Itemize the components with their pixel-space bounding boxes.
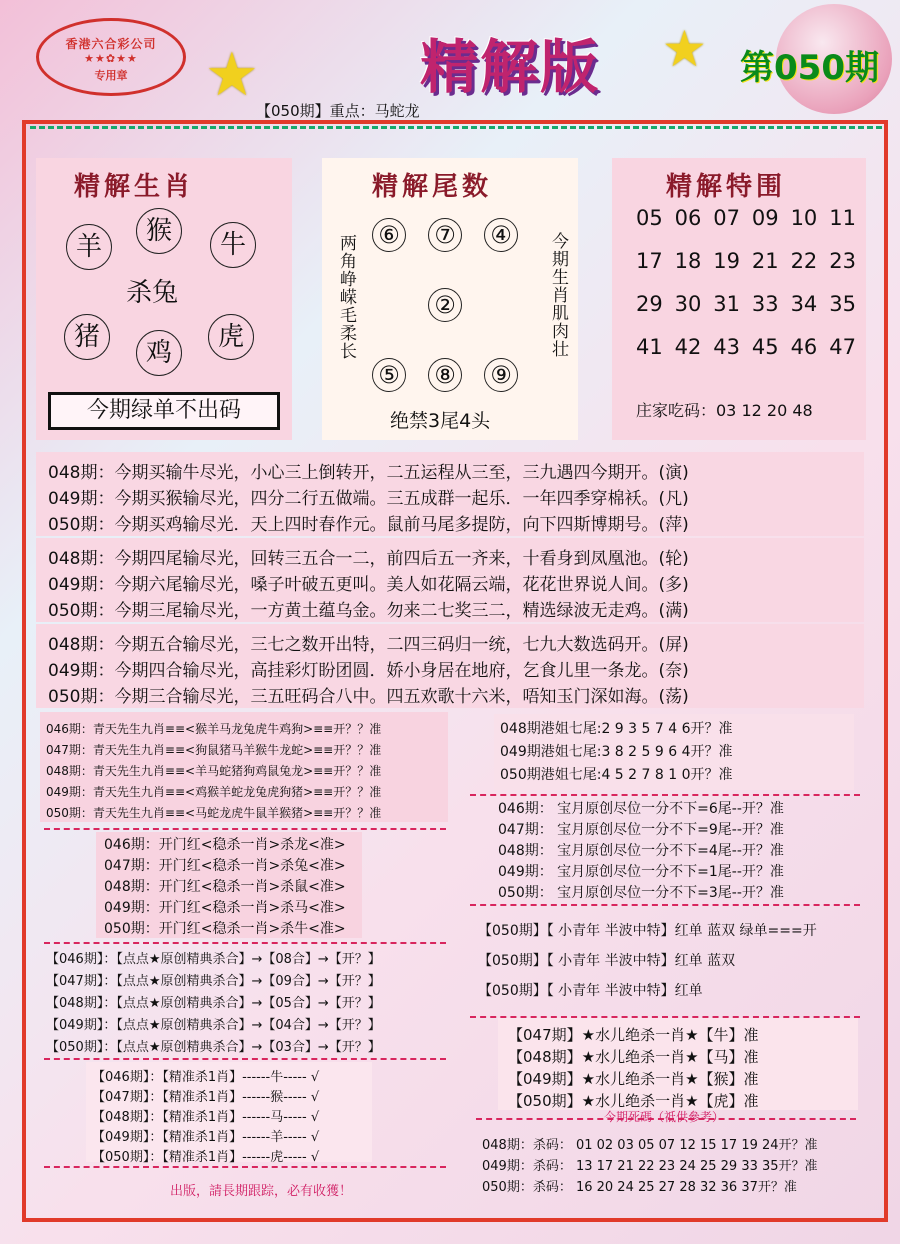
sister-tail-line: 049期港姐七尾:3 8 2 5 9 6 4开？准 [500, 744, 733, 760]
nine-zodiac-line: 047期：青天先生九肖≡≡<狗鼠猪马羊猴牛龙蛇>≡≡开？？准 [46, 743, 382, 757]
special-number: 41 [636, 335, 663, 359]
shuier-line: 【050期】★水儿绝杀一肖★【虎】准 [508, 1092, 759, 1110]
sister-tail-line: 048期港姐七尾:2 9 3 5 7 4 6开？准 [500, 721, 733, 737]
shuier-line: 【048期】★水儿绝杀一肖★【马】准 [508, 1048, 759, 1066]
seal-top-text: 香港六合彩公司 [65, 37, 157, 51]
star-icon: ★ [662, 20, 707, 78]
separator [44, 1058, 446, 1060]
special-number: 31 [713, 292, 741, 316]
poem-band-zodiac [36, 452, 864, 536]
special-number: 09 [751, 206, 779, 230]
banker-codes: 庄家吃码：03 12 20 48 [636, 401, 813, 420]
youth-line: 【050期】【 小青年 半波中特】红单 [478, 983, 703, 999]
special-row [636, 292, 856, 335]
precise-kill-line: 【049期】：【精准杀1肖】------羊----- √ [92, 1130, 320, 1145]
youth-line: 【050期】【 小青年 半波中特】红单 蓝双 绿单===开 [478, 923, 817, 939]
special-number: 07 [713, 206, 741, 230]
special-number: 43 [713, 335, 741, 359]
poem-line: 050期：今期买鸡输尽光．天上四时春作元。鼠前马尾多提防，向下四斯博期号。(萍) [48, 515, 689, 535]
separator [470, 794, 860, 796]
tail-ban: 绝禁3尾4头 [390, 410, 491, 432]
open-red-line: 047期：开门红<稳杀一肖>杀兔<准> [104, 858, 346, 874]
precise-kill-line: 【048期】：【精准杀1肖】------马----- √ [92, 1110, 320, 1125]
baoyue-line: 049期： 宝月原创尽位一分不下=1尾--开？准 [498, 864, 784, 880]
baoyue-line: 047期： 宝月原创尽位一分不下=9尾--开？准 [498, 822, 784, 838]
seal-stars: ★★✿★★ [84, 52, 138, 65]
open-red-line: 050期：开门红<稳杀一肖>杀牛<准> [104, 921, 346, 937]
special-number: 23 [829, 249, 856, 273]
special-number: 18 [674, 249, 702, 273]
footer-note: 出版，請長期跟踪，必有收獲！ [170, 1184, 353, 1199]
star-icon: ★ [205, 40, 259, 110]
zodiac-circle: 牛 [210, 222, 256, 268]
kill-label: 杀兔 [126, 278, 179, 308]
zodiac-circle: 虎 [208, 314, 254, 360]
tail-panel-title: 精解尾数 [372, 172, 493, 202]
poem-line: 048期：今期买输牛尽光，小心三上倒转开，二五运程从三至，三九遇四今期开。(演) [48, 463, 689, 483]
zodiac-circle: 猴 [136, 208, 182, 254]
separator [44, 1166, 446, 1168]
separator [470, 904, 860, 906]
poem-band-combo [36, 624, 864, 708]
poem-line: 049期：今期六尾输尽光，嗓子叶破五更叫。美人如花隔云端，花花世界说人间。(多) [48, 575, 689, 595]
special-number: 05 [636, 206, 663, 230]
dots-line: 【050期】：【点点★原创精典杀合】→【03合】→【开？】 [46, 1040, 381, 1055]
baoyue-line: 048期： 宝月原创尽位一分不下=4尾--开？准 [498, 843, 784, 859]
special-number: 22 [790, 249, 818, 273]
poem-line: 048期：今期四尾输尽光，回转三五合一二，前四后五一齐来，十看身到凤凰池。(轮) [48, 549, 689, 569]
special-number: 29 [636, 292, 663, 316]
special-number: 11 [829, 206, 856, 230]
special-number: 46 [790, 335, 818, 359]
tail-number: ⑧ [428, 358, 462, 392]
special-number: 30 [674, 292, 702, 316]
nine-zodiac-line: 049期：青天先生九肖≡≡<鸡猴羊蛇龙兔虎狗猪>≡≡开？？准 [46, 785, 382, 799]
special-number: 42 [674, 335, 702, 359]
dots-line: 【048期】：【点点★原创精典杀合】→【05合】→【开？】 [46, 996, 381, 1011]
special-panel-title: 精解特围 [666, 172, 787, 202]
precise-kill-line: 【050期】：【精准杀1肖】------虎----- √ [92, 1150, 320, 1165]
special-number: 33 [751, 292, 779, 316]
dots-line: 【049期】：【点点★原创精典杀合】→【04合】→【开？】 [46, 1018, 381, 1033]
dead-code-line: 048期：杀码： 01 02 03 05 07 12 15 17 19 24开？准 [482, 1138, 818, 1153]
tail-number: ② [428, 288, 462, 322]
youth-line: 【050期】【 小青年 半波中特】红单 蓝双 [478, 953, 736, 969]
poem-line: 049期：今期四合输尽光，高挂彩灯盼团圆．娇小身居在地府，乞食儿里一条龙。(奈) [48, 661, 689, 681]
zodiac-circle: 羊 [66, 224, 112, 270]
tail-number: ④ [484, 218, 518, 252]
separator [44, 942, 446, 944]
special-number-grid [636, 206, 856, 378]
special-row [636, 335, 856, 378]
open-red-line: 048期：开门红<稳杀一肖>杀鼠<准> [104, 879, 346, 895]
nine-zodiac-line: 050期：青天先生九肖≡≡<马蛇龙虎牛鼠羊猴猪>≡≡开？？准 [46, 806, 382, 820]
tail-number: ⑨ [484, 358, 518, 392]
poem-band-tail [36, 538, 864, 622]
special-number: 21 [751, 249, 779, 273]
issue-number: 第050期 [740, 48, 879, 88]
poem-line: 048期：今期五合输尽光，三七之数开出特，二四三码归一统，七九大数选码开。(屏) [48, 635, 689, 655]
tail-number: ⑥ [372, 218, 406, 252]
tail-number: ⑤ [372, 358, 406, 392]
nine-zodiac-line: 046期：青天先生九肖≡≡<猴羊马龙兔虎牛鸡狗>≡≡开？？准 [46, 722, 382, 736]
special-row [636, 249, 856, 292]
green-note-box: 今期绿单不出码 [48, 392, 280, 430]
open-red-line: 046期：开门红<稳杀一肖>杀龙<准> [104, 837, 346, 853]
zodiac-panel-title: 精解生肖 [74, 172, 195, 202]
poem-line: 050期：今期三合输尽光，三五旺码合八中。四五欢歌十六米，唔知玉门深如海。(荡) [48, 687, 689, 707]
page-title: 精解版 [420, 33, 601, 101]
special-number: 10 [790, 206, 818, 230]
dead-codes-heading: 今期死碼（祗供參考） [604, 1110, 725, 1124]
special-number: 06 [674, 206, 702, 230]
seal-sub-text: 专用章 [94, 69, 128, 82]
open-red-line: 049期：开门红<稳杀一肖>杀马<准> [104, 900, 346, 916]
nine-zodiac-line: 048期：青天先生九肖≡≡<羊马蛇猪狗鸡鼠兔龙>≡≡开？？准 [46, 764, 382, 778]
special-number: 47 [829, 335, 856, 359]
special-number: 35 [829, 292, 856, 316]
precise-kill-line: 【047期】：【精准杀1肖】------猴----- √ [92, 1090, 320, 1105]
sister-tail-line: 050期港姐七尾:4 5 2 7 8 1 0开？准 [500, 767, 733, 783]
special-number: 19 [713, 249, 741, 273]
precise-kill-line: 【046期】：【精准杀1肖】------牛----- √ [92, 1070, 320, 1085]
special-number: 34 [790, 292, 818, 316]
poem-line: 049期：今期买猴输尽光，四分二行五做端。三五成群一起乐．一年四季穿棉袄。(凡) [48, 489, 689, 509]
special-row [636, 206, 856, 249]
baoyue-line: 046期： 宝月原创尽位一分不下=6尾--开？准 [498, 801, 784, 817]
special-number: 45 [751, 335, 779, 359]
tail-left-verse: 两角峥嵘毛柔长 [336, 234, 356, 360]
tail-right-verse: 今期生肖肌肉壮 [548, 232, 568, 358]
separator [44, 828, 446, 830]
tail-number: ⑦ [428, 218, 462, 252]
dots-line: 【046期】：【点点★原创精典杀合】→【08合】→【开？】 [46, 952, 381, 967]
baoyue-line: 050期： 宝月原创尽位一分不下=3尾--开？准 [498, 885, 784, 901]
dead-code-line: 049期：杀码： 13 17 21 22 23 24 25 29 33 35开？准 [482, 1159, 818, 1174]
frame-dash [30, 126, 882, 136]
zodiac-circle: 猪 [64, 314, 110, 360]
poem-line: 050期：今期三尾输尽光，一方黄土蕴乌金。勿来二七奖三二，精选绿波无走鸡。(满) [48, 601, 689, 621]
focus-line: 【050期】重点：马蛇龙 [256, 102, 420, 120]
shuier-line: 【047期】★水儿绝杀一肖★【牛】准 [508, 1026, 759, 1044]
company-seal [36, 18, 186, 96]
zodiac-circle: 鸡 [136, 330, 182, 376]
dots-line: 【047期】：【点点★原创精典杀合】→【09合】→【开？】 [46, 974, 381, 989]
dead-code-line: 050期：杀码： 16 20 24 25 27 28 32 36 37开？准 [482, 1180, 797, 1195]
shuier-line: 【049期】★水儿绝杀一肖★【猴】准 [508, 1070, 759, 1088]
special-number: 17 [636, 249, 663, 273]
